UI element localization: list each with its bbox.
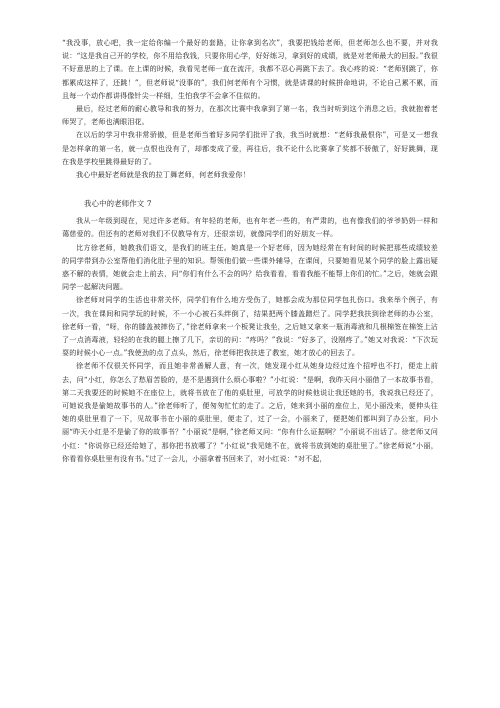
paragraph: 我从一年级到现在，见过许多老师。有年轻的老师，也有年老一些的，有严肃的，也有像我们的爷爷奶奶一样和蔼慈爱的。但还有的老师对我们不仅教导有方，还很亲切，就像同学们的好朋友一样。 <box>62 216 438 239</box>
paragraph: 在以后的学习中我非常骄傲，但是老师当着好多同学们批评了我，我当时就想：“老师我最恨你”，可是又一想我是怎样拿的第一名，就一点恨也没有了，却都变成了爱，再往后，我不论什么比赛拿了奖都不骄傲了，好好跳舞，现在我是学校里跳得最好的了。 <box>62 130 438 166</box>
paragraph: 我心中最好老师就是我的拉丁舞老师，何老师我爱你！ <box>76 170 250 180</box>
essay-part-1 <box>62 36 438 181</box>
paragraph: 徐老师不仅很关怀同学，而且她非常善解人意，有一次，她发现小红从她身边经过连个招呼也不打，便走上前去，问“小红，你怎么了愁眉苦脸的，是不是遇到什么烦心事啦？”小红说：“是啊，我昨天问小丽借了一本故事书看，第二天我要还的时候她不在座位上，就将书放在了他的桌肚里，可放学的时候他说让我还她的书，我说我已经还了，可她说我是偷她故事书的人。”徐老师听了，便匆匆忙忙的走了。之后，她来到小丽的座位上，见小丽没来，便伸头往她的桌肚里看了一下，见故事书在小丽的桌肚里，便走了，过了一会，小丽来了，便把她们都叫到了办公室，问小丽“昨天小红是不是偷了你的故事书？”小丽说“是啊，”徐老师又问：“你有什么证据啊？”小丽说不出话了。徐老师又问小红：“你说你已经还给她了，那你把书放哪了？”小红说“我见她不在，就将书放到她的桌肚里了。”徐老师说“小丽，你看看你桌肚里有没有书。”过了一会儿，小丽拿着书回来了，对小红说：“对不起， <box>62 361 438 463</box>
paragraph: “我没事，放心吧，我一定给你编一个最好的套路，让你拿到名次”，我要把钱给老师，但老师怎么也不要，并对我说：“这是我自己开的学校，你不用给我钱，只要你用心学，好好练习，拿到好的成绩，就是对老师最大的回报。”我很不好意思的上了课。在上课的时候，我看见老师一直在流汗，我都不忍心再跳下去了。我心疼的说：“老师别跳了，你都累成这样了，还跳！”，但老师说“没事的”，我们何老师有个习惯，就是讲课的时候拼命地讲，不论自己累不累，而且每一个动作都讲得像针尖一样细，生怕我学不会拿不住似的。 <box>62 38 438 100</box>
essay-part-2 <box>62 214 438 465</box>
paragraph: 比方徐老师，她教我们语文，是我们的班主任。她真是一个好老师，因为她经常在有时间的时候把那些成绩较差的同学带到办公室帮他们消化肚子里的知识。帮领他们做一些课外辅导，在课间，只要她看见某个同学的脸上露出疑惑不解的表情，她就会走上前去，问“你们有什么不会的吗？给我看看，看看我能不能帮上你们的忙。”之后，她就会跟同学一起解决问题。 <box>62 242 438 292</box>
section-gap <box>62 181 438 189</box>
paragraph: 徐老师对同学的生活也非常关怀，同学们有什么地方受伤了，她都会成为那位同学包扎伤口。我来举个例子，有一次，我在课间和同学玩的时候，不一小心被石头绊倒了，结果把两个膝盖蹭烂了。同学把我扶到徐老师的办公室，徐老师一看，“呀，你的膝盖被摔伤了，”徐老师拿来一个板凳让我坐，之后她又拿来一瓶消毒液和几根棉签在棉签上沾了一点消毒液，轻轻的在我的腿上擦了几下，亲切的问：“疼吗？”我说：“好多了，没刚疼了。”她又对我说：“下次玩耍的时候小心一点。”我使劲的点了点头，然后，徐老师把我扶进了教室，她才放心的回去了。 <box>62 295 438 358</box>
essay-heading: 我心中的老师作文 7 <box>84 199 152 209</box>
paragraph: 最后，经过老师的耐心教导和我的努力，在那次比赛中我拿到了第一名，我当时听到这个消息之后，我就抱着老师哭了，老师也满眼泪花。 <box>62 104 438 127</box>
